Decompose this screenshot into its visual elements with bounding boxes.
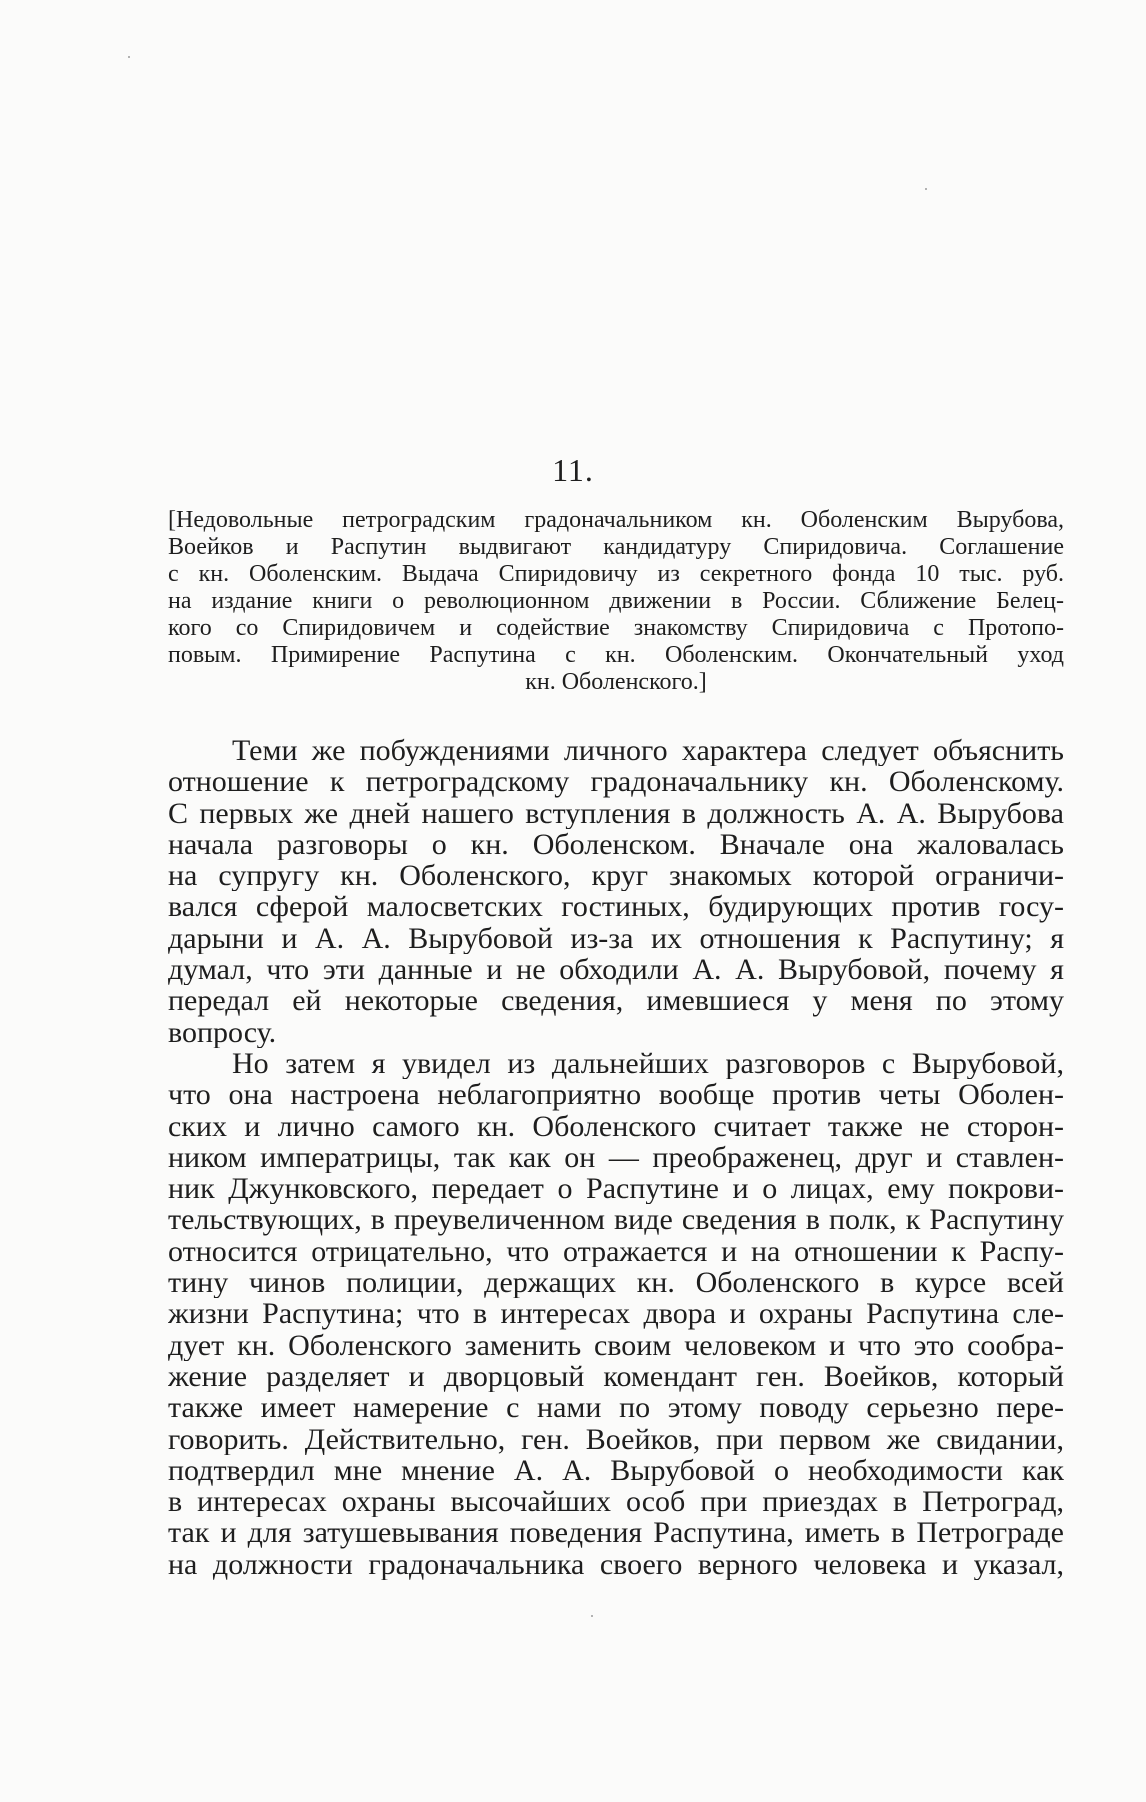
body-line: на должности градоначальника своего верного человека и указал, — [168, 1548, 1064, 1581]
summary-line: повым. Примирение Распутина с кн. Оболенским. Окончательный уход — [168, 642, 1064, 668]
body-line: на супругу кн. Оболенского, круг знакомых которой ограничи- — [168, 860, 1064, 892]
summary-line: Воейков и Распутин выдвигают кандидатуру Спиридовича. Соглашение — [168, 534, 1064, 560]
body-line: Но затем я увидел из дальнейших разговоров с Вырубовой, — [232, 1047, 1064, 1080]
body-line: начала разговоры о кн. Оболенском. Вначале она жаловалась — [168, 828, 1064, 861]
body-line: также имеет намерение с нами по этому поводу серьезно пере- — [168, 1392, 1064, 1424]
body-line: дарыни и А. А. Вырубовой из-за их отношения к Распутину; я — [168, 922, 1064, 955]
body-line: вопросу. — [168, 1016, 277, 1048]
summary-line: на издание книги о революционном движении в России. Сближение Белец- — [168, 588, 1064, 614]
body-line: относится отрицательно, что отражается и на отношении к Распу- — [168, 1235, 1064, 1268]
body-line: дует кн. Оболенского заменить своим человеком и что это сообра- — [168, 1329, 1064, 1361]
summary-line: с кн. Оболенским. Выдача Спиридовичу из секретного фонда 10 тыс. руб. — [168, 561, 1064, 587]
body-line: С первых же дней нашего вступления в должность А. А. Вырубова — [168, 797, 1064, 829]
chapter-number: 11. — [552, 452, 594, 488]
body-line: тину чинов полиции, держащих кн. Оболенского в курсе всей — [168, 1267, 1064, 1299]
body-line: ником императрицы, так как он — преображенец, друг и ставлен- — [168, 1141, 1064, 1174]
body-line: так и для затушевывания поведения Распутина, иметь в Петрограде — [168, 1517, 1064, 1549]
scan-speck — [591, 1615, 593, 1617]
body-line: отношение к петроградскому градоначальнику кн. Оболенскому. — [168, 766, 1064, 798]
body-line: тельствующих, в преувеличенном виде сведения в полк, к Распутину — [168, 1204, 1064, 1236]
body-line: передал ей некоторые сведения, имевшиеся у меня по этому — [168, 985, 1064, 1017]
body-line: Теми же побуждениями личного характера следует объяснить — [232, 735, 1064, 767]
body-line: подтвердил мне мнение А. А. Вырубовой о необходимости как — [168, 1454, 1064, 1487]
scan-speck — [925, 188, 927, 190]
body-line: думал, что эти данные и не обходили А. А. Вырубовой, почему я — [168, 954, 1064, 986]
summary-line: кого со Спиридовичем и содействие знакомству Спиридовича с Протопо- — [168, 615, 1064, 641]
summary-line: [Недовольные петроградским градоначальником кн. Оболенским Вырубова, — [168, 507, 1064, 533]
body-line: жизни Распутина; что в интересах двора и охраны Распутина сле- — [168, 1298, 1064, 1330]
body-line: жение разделяет и дворцовый комендант ген. Воейков, который — [168, 1360, 1064, 1393]
summary-line: кн. Оболенского.] — [525, 669, 707, 695]
body-line: что она настроена неблагоприятно вообще против четы Оболен- — [168, 1079, 1064, 1111]
body-text — [168, 735, 1064, 1580]
scan-speck — [128, 56, 130, 58]
body-line: в интересах охраны высочайших особ при приездах в Петроград, — [168, 1486, 1064, 1518]
chapter-summary — [168, 507, 1064, 696]
body-line: говорить. Действительно, ген. Воейков, при первом же свидании, — [168, 1423, 1064, 1455]
body-line: ник Джунковского, передает о Распутине и о лицах, ему покрови- — [168, 1173, 1064, 1205]
body-line: вался сферой малосветских гостиных, будирующих против госу- — [168, 891, 1064, 923]
body-line: ских и лично самого кн. Оболенского считает также не сторон- — [168, 1110, 1064, 1142]
